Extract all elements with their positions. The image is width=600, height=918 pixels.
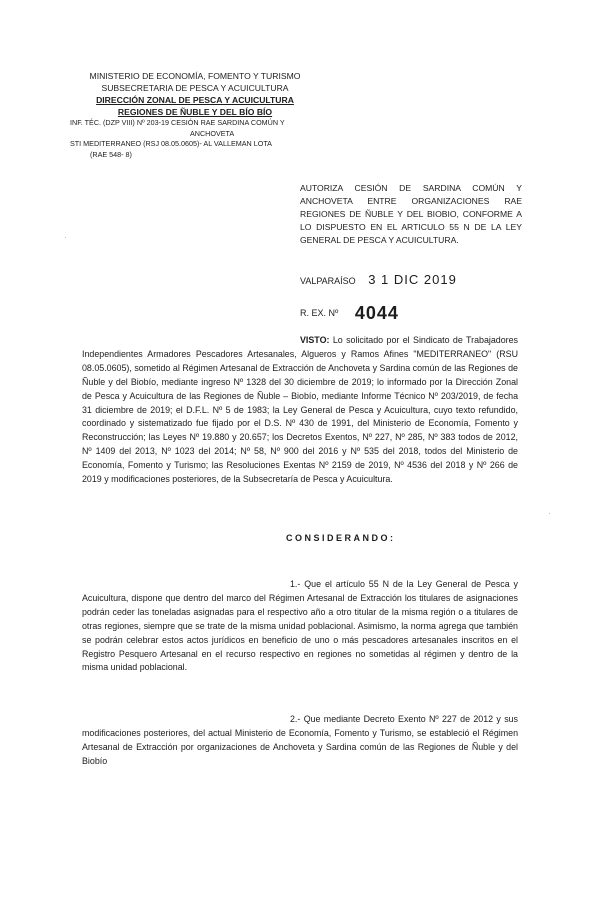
considerando-heading: CONSIDERANDO: — [286, 533, 396, 543]
date-line — [300, 272, 457, 287]
direccion-zonal-name: DIRECCIÓN ZONAL DE PESCA Y ACUICULTURA — [96, 95, 294, 105]
rex-number: 4044 — [354, 303, 399, 323]
rex-label: R. EX. Nº — [300, 308, 339, 318]
ministry-name: MINISTERIO DE ECONOMÍA, FOMENTO Y TURISMO — [89, 71, 301, 81]
visto-label: VISTO: — [300, 335, 330, 345]
considerando-paragraph-1: 1.- Que el artículo 55 N de la Ley General de Pesca y Acuicultura, dispone que dentro del marco del Régimen Artesanal de Extracción los titulares de asignaciones podrán ceder las toneladas asignadas para el respectivo año a otro titular de la misma región o a titulares de otras regiones, siempre que se trate de la misma unidad poblacional. Asimismo, la norma agrega que también se podrán celebrar estos actos jurídicos en beneficio de uno o más pescadores artesanales inscritos en el Registro Pesquero Artesanal en el recurso respectivo en regiones no sometidas al régimen y dentro de la misma unidad poblacional. — [82, 579, 518, 673]
resolution-summary: AUTORIZA CESIÓN DE SARDINA COMÚN Y ANCHOVETA ENTRE ORGANIZACIONES RAE REGIONES DE ÑUBLE Y DEL BIOBIO, CONFORME A LO DISPUESTO EN EL ARTICULO 55 N DE LA LEY GENERAL DE PESCA Y ACUICULTURA. — [300, 183, 522, 245]
date-stamp: 3 1 DIC 2019 — [368, 272, 457, 287]
considerando-paragraph-2: 2.- Que mediante Decreto Exento Nº 227 de 2012 y sus modificaciones posteriores, del actual Ministerio de Economía, Fomento y Turismo, se estableció el Régimen Artesanal de Extracción por organizaciones de Anchoveta y Sardina común de las Regiones de Ñuble y del Biobío — [82, 714, 518, 766]
informe-reference-line-4: (RAE 548- 8) — [90, 149, 132, 159]
visto-paragraph — [82, 334, 518, 487]
resolution-number-line — [300, 303, 399, 324]
subsecretaria-name: SUBSECRETARIA DE PESCA Y ACUICULTURA — [101, 83, 289, 93]
regiones-name: REGIONES DE ÑUBLE Y DEL BÍO BÍO — [117, 107, 273, 117]
document-header — [70, 70, 330, 160]
informe-reference-line-1: INF. TÉC. (DZP VIII) Nº 203-19 CESIÓN RAE SARDINA COMÚN Y — [70, 118, 285, 127]
scan-speck: · — [548, 508, 551, 518]
informe-reference-line-2: ANCHOVETA — [190, 128, 235, 138]
informe-reference-line-3: STI MEDITERRANEO (RSJ 08.05.0605)- AL VALLEMAN LOTA — [70, 139, 272, 148]
city-label: VALPARAÍSO — [300, 276, 356, 286]
visto-text: Lo solicitado por el Sindicato de Trabajadores Independientes Armadores Pescadores Artesanales, Algueros y Ramos Afines "MEDITERRANEO" (RSU 08.05.0605), sometido al Régimen Artesanal de Extracción de Anchoveta y Sardina común de las Regiones de Ñuble y del Biobío, mediante ingreso Nº 1328 del 30 diciembre de 2019; lo informado por la Dirección Zonal de Pesca y Acuicultura de las Regiones de Ñuble – Biobío, mediante Informe Técnico Nº 203/2019, de fecha 31 diciembre de 2019; el D.F.L. Nº 5 de 1983; la Ley General de Pesca y Acuicultura, cuyo texto refundido, coordinado y sistematizado fue fijado por el D.S. Nº 430 de 1991, del Ministerio de Economía, Fomento y Reconstrucción; las Leyes Nº 19.880 y 20.657; los Decretos Exentos, Nº 227, Nº 285, Nº 383 todos de 2012, Nº 1409 del 2013, Nº 1023 del 2014; Nº 58, Nº 900 del 2016 y Nº 535 del 2018, todos del Ministerio de Economía, Fomento y Turismo; las Resoluciones Exentas Nº 2159 de 2019, Nº 4536 del 2018 y Nº 266 de 2019 y modificaciones posteriores, de la Subsecretaría de Pesca y Acuicultura. — [82, 335, 518, 485]
scan-speck: · — [64, 232, 67, 242]
